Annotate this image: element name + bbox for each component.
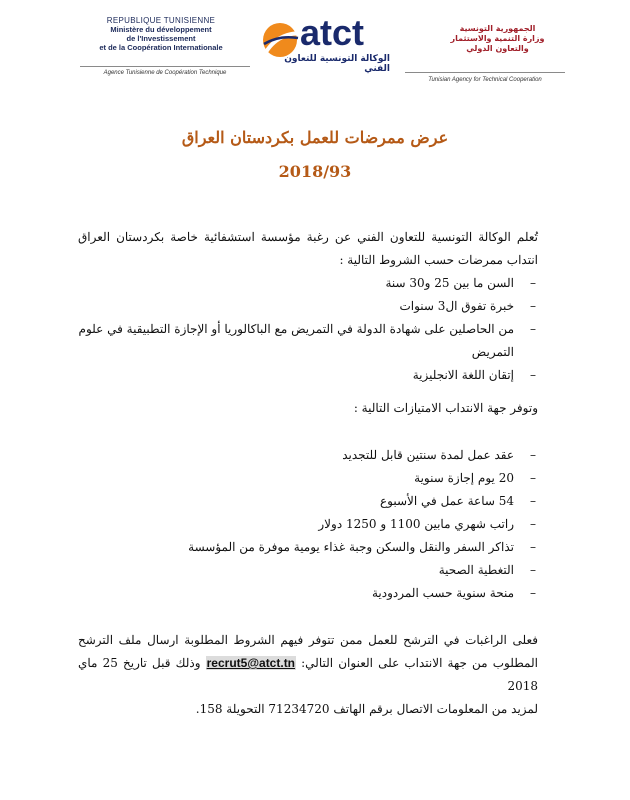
list-item: – من الحاصلين على شهادة الدولة في التمريض مع الباكالوريا أو الإجازة التطبيقية في علوم التمريض xyxy=(78,318,538,364)
intro-paragraph: تُعلم الوكالة التونسية للتعاون الفني عن رغبة مؤسسة استشفائية خاصة بكردستان العراق انتداب ممرضات حسب الشروط التالية : xyxy=(78,230,538,267)
list-item: – تذاكر السفر والنقل والسكن وجبة غذاء يومية موفرة من المؤسسة xyxy=(78,536,538,559)
ministry-line-2: de l'Investissement xyxy=(126,34,196,43)
email-link[interactable]: recrut5@atct.tn xyxy=(206,656,296,670)
republic-label-arabic: الجمهورية التونسية xyxy=(459,24,536,33)
agency-name-french: Agence Tunisienne de Coopération Technique xyxy=(80,66,250,78)
letterhead xyxy=(0,0,630,105)
list-item: – 20 يوم إجازة سنوية xyxy=(78,467,538,490)
list-item: – عقد عمل لمدة سنتين قابل للتجديد xyxy=(78,444,538,467)
ministry-line-arabic-1: وزارة التنمية والاستثمار xyxy=(450,34,545,43)
logo-wordmark: atct xyxy=(300,12,365,53)
contact-line: لمزيد من المعلومات الاتصال برقم الهاتف 71234720 التحويلة 158. xyxy=(195,702,538,716)
ministry-header-french xyxy=(86,16,236,78)
list-item: – راتب شهري مابين 1100 و 1250 دولار xyxy=(78,513,538,536)
offer-reference: 2018/93 xyxy=(278,162,352,181)
list-item: – التغطية الصحية xyxy=(78,559,538,582)
document-title: عرض ممرضات للعمل بكردستان العراق xyxy=(181,128,449,147)
list-item: – إتقان اللغة الانجليزية xyxy=(78,364,538,387)
republic-label: REPUBLIQUE TUNISIENNE xyxy=(106,16,216,25)
application-text: فعلى الراغبات في الترشح للعمل ممن تتوفر فيهم الشروط المطلوبة ارسال ملف الترشح المطلوب من جهة الانتداب على العنوان التالي: xyxy=(78,633,538,670)
list-item: – 54 ساعة عمل في الأسبوع xyxy=(78,490,538,513)
conditions-list xyxy=(78,272,538,387)
ministry-line-1: Ministère du développement xyxy=(110,25,212,34)
benefits-list xyxy=(78,444,538,605)
benefits-intro: وتوفر جهة الانتداب الامتيازات التالية : xyxy=(353,401,538,415)
agency-name-english: Tunisian Agency for Technical Cooperation xyxy=(405,72,565,85)
ministry-line-3: et de la Coopération Internationale xyxy=(99,43,223,52)
list-item: – السن ما بين 25 و30 سنة xyxy=(78,272,538,295)
ministry-header-arabic xyxy=(430,24,565,85)
ministry-line-arabic-2: والتعاون الدولي xyxy=(466,44,529,53)
list-item: – خبرة تفوق ال3 سنوات xyxy=(78,295,538,318)
application-paragraph xyxy=(78,629,538,698)
deadline-text: وذلك قبل تاريخ 25 ماي 2018 xyxy=(78,656,538,693)
logo-arabic-name: الوكالة التونسية للتعاون الفني xyxy=(284,54,390,74)
document-body xyxy=(78,226,538,721)
list-item: – منحة سنوية حسب المردودية xyxy=(78,582,538,605)
